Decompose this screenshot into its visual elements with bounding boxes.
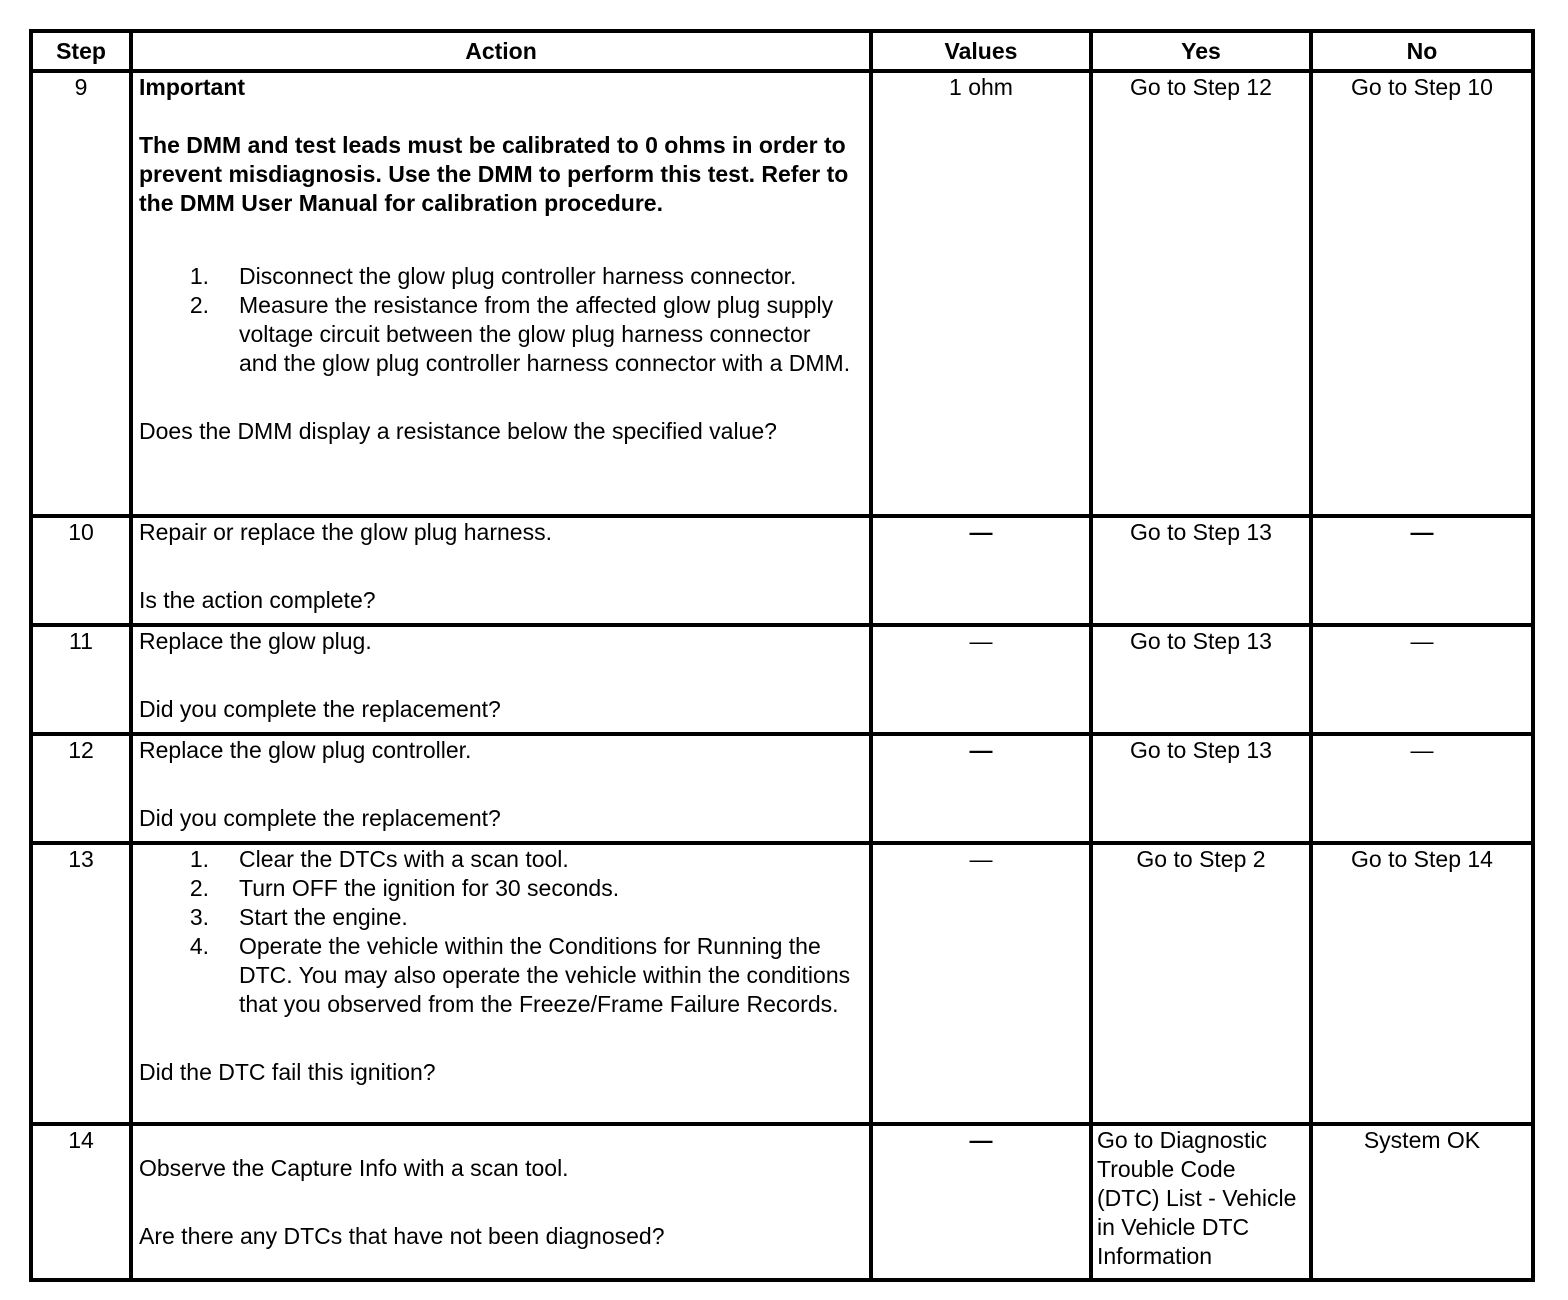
- list-text: Clear the DTCs with a scan tool.: [239, 846, 569, 872]
- table-row: [31, 71, 1533, 516]
- header-step: Step: [31, 31, 131, 71]
- yes-cell: Go to Diagnostic Trouble Code (DTC) List - Vehicle in Vehicle DTC Information: [1091, 1124, 1311, 1280]
- question-text: Did you complete the replacement?: [139, 696, 501, 722]
- question-text: Are there any DTCs that have not been diagnosed?: [139, 1222, 665, 1249]
- list-item: [139, 874, 863, 903]
- action-cell: [131, 843, 871, 1124]
- value-cell: —: [871, 843, 1091, 1124]
- list-item: [139, 845, 863, 874]
- table-row: [31, 516, 1533, 625]
- list-number: 1.: [189, 263, 209, 289]
- list-number: 2.: [189, 875, 209, 901]
- step-number: 13: [31, 843, 131, 1124]
- list-item: [139, 262, 863, 291]
- table-row: [31, 625, 1533, 734]
- no-cell: System OK: [1311, 1124, 1533, 1280]
- procedure-list: [139, 845, 863, 1019]
- header-yes: Yes: [1091, 31, 1311, 71]
- question-text: Is the action complete?: [139, 587, 376, 613]
- question-text: Did the DTC fail this ignition?: [139, 1059, 436, 1085]
- value-cell: 1 ohm: [871, 71, 1091, 516]
- action-text: Replace the glow plug controller.: [139, 737, 472, 763]
- yes-cell: Go to Step 12: [1091, 71, 1311, 516]
- header-action: Action: [131, 31, 871, 71]
- list-item: [139, 291, 863, 378]
- no-cell: Go to Step 10: [1311, 71, 1533, 516]
- list-number: 1.: [189, 846, 209, 872]
- action-cell: [131, 516, 871, 625]
- list-text: Disconnect the glow plug controller harness connector.: [239, 263, 797, 289]
- step-number: 12: [31, 734, 131, 843]
- question-text: Did you complete the replacement?: [139, 805, 501, 831]
- yes-cell: Go to Step 13: [1091, 734, 1311, 843]
- list-number: 3.: [189, 904, 209, 930]
- list-number: 4.: [189, 933, 209, 959]
- value-cell: —: [871, 516, 1091, 625]
- step-number: 10: [31, 516, 131, 625]
- no-cell: —: [1311, 516, 1533, 625]
- value-cell: —: [871, 625, 1091, 734]
- step-number: 14: [31, 1124, 131, 1280]
- important-label: Important: [139, 74, 246, 100]
- action-text: Repair or replace the glow plug harness.: [139, 519, 552, 545]
- yes-cell: Go to Step 2: [1091, 843, 1311, 1124]
- list-number: 2.: [189, 292, 209, 318]
- yes-cell: Go to Step 13: [1091, 516, 1311, 625]
- table-row: [31, 1124, 1533, 1280]
- table-row: [31, 843, 1533, 1124]
- diagnostic-table: [29, 29, 1535, 1282]
- header-no: No: [1311, 31, 1533, 71]
- step-number: 11: [31, 625, 131, 734]
- header-row: [31, 31, 1533, 71]
- action-cell: [131, 71, 871, 516]
- action-cell: [131, 625, 871, 734]
- no-cell: —: [1311, 625, 1533, 734]
- procedure-list: [139, 262, 863, 378]
- important-text: The DMM and test leads must be calibrated to 0 ohms in order to prevent misdiagnosis. Use the DMM to perform this test. Refer to the DMM User Manual for calibration procedure.: [139, 132, 849, 216]
- list-text: Turn OFF the ignition for 30 seconds.: [239, 875, 620, 901]
- list-item: [139, 903, 863, 932]
- action-cell: [131, 1124, 871, 1280]
- list-text: Operate the vehicle within the Conditions for Running the DTC. You may also operate the vehicle within the conditions that you observed from the Freeze/Frame Failure Records.: [239, 933, 851, 1017]
- list-item: [139, 932, 863, 1019]
- action-text: Observe the Capture Info with a scan tool.: [139, 1154, 569, 1181]
- yes-cell: Go to Step 13: [1091, 625, 1311, 734]
- value-cell: —: [871, 734, 1091, 843]
- no-cell: Go to Step 14: [1311, 843, 1533, 1124]
- list-text: Measure the resistance from the affected glow plug supply voltage circuit between the glow plug harness connector and the glow plug controller harness connector with a DMM.: [239, 292, 851, 376]
- step-number: 9: [31, 71, 131, 516]
- table-row: [31, 734, 1533, 843]
- question-text: Does the DMM display a resistance below the specified value?: [139, 418, 777, 444]
- no-cell: —: [1311, 734, 1533, 843]
- list-text: Start the engine.: [239, 904, 408, 930]
- value-cell: —: [871, 1124, 1091, 1280]
- action-text: Replace the glow plug.: [139, 628, 372, 654]
- header-values: Values: [871, 31, 1091, 71]
- action-cell: [131, 734, 871, 843]
